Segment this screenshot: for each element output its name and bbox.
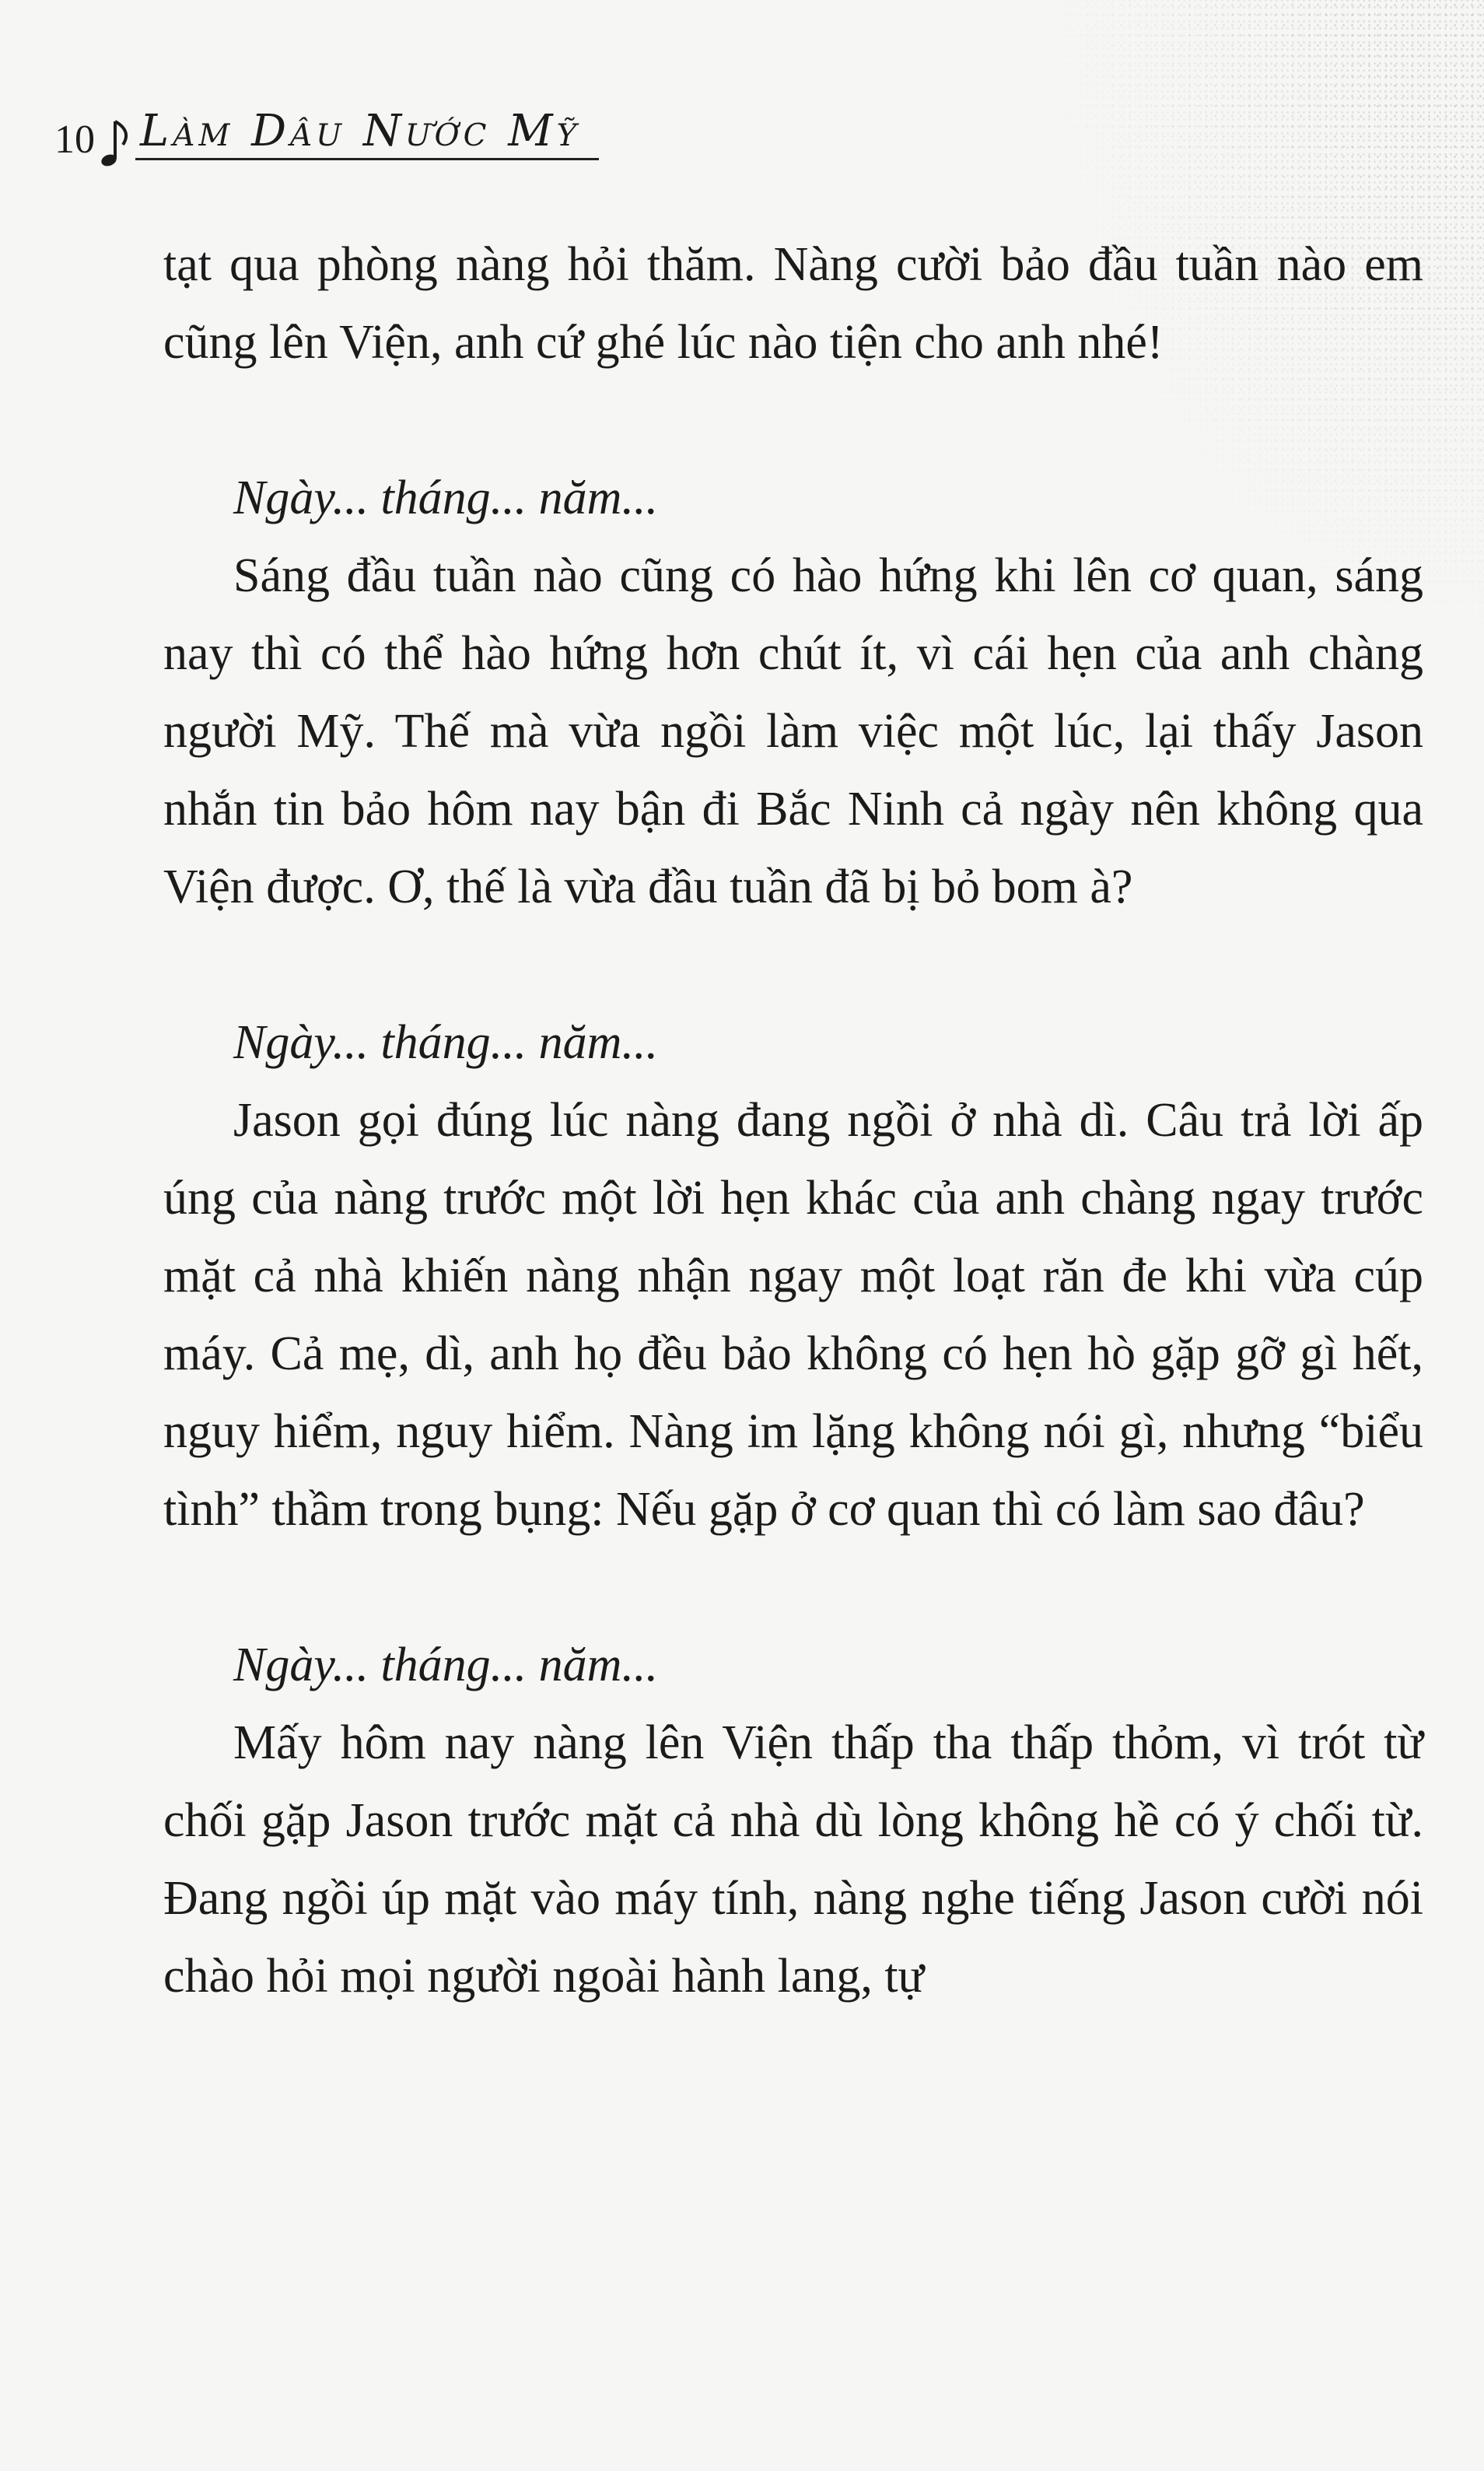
paragraph-continued: tạt qua phòng nàng hỏi thăm. Nàng cười bảo đầu tuần nào em cũng lên Viện, anh cứ ghé lúc nào tiện cho anh nhé! (163, 238, 1423, 369)
date-heading-2: Ngày... tháng... năm... (233, 1016, 658, 1069)
music-note-icon (100, 117, 131, 171)
paragraph-3: Mấy hôm nay nàng lên Viện thấp tha thấp thỏm, vì trót từ chối gặp Jason trước mặt cả nhà dù lòng không hề có ý chối từ. Đang ngồi úp mặt vào máy tính, nàng nghe tiếng Jason cười nói chào hỏi mọi người ngoài hành lang, tự (163, 1716, 1423, 2003)
date-heading-3: Ngày... tháng... năm... (233, 1639, 658, 1691)
date-heading-1: Ngày... tháng... năm... (233, 471, 658, 524)
page-number: 10 (54, 117, 95, 162)
paragraph-1: Sáng đầu tuần nào cũng có hào hứng khi lên cơ quan, sáng nay thì có thể hào hứng hơn chút ít, vì cái hẹn của anh chàng người Mỹ. Thế mà vừa ngồi làm việc một lúc, lại thấy Jason nhắn tin bảo hôm nay bận đi Bắc Ninh cả ngày nên không qua Viện được. Ơ, thế là vừa đầu tuần đã bị bỏ bom à? (163, 549, 1423, 913)
paragraph-2: Jason gọi đúng lúc nàng đang ngồi ở nhà dì. Câu trả lời ấp úng của nàng trước một lời hẹn khác của anh chàng ngay trước mặt cả nhà khiến nàng nhận ngay một loạt răn đe khi vừa cúp máy. Cả mẹ, dì, anh họ đều bảo không có hẹn hò gặp gỡ gì hết, nguy hiểm, nguy hiểm. Nàng im lặng không nói gì, nhưng “biểu tình” thầm trong bụng: Nếu gặp ở cơ quan thì có làm sao đâu? (163, 1094, 1423, 1536)
book-title: Làm Dâu Nước Mỹ (135, 109, 599, 160)
running-header (54, 106, 599, 162)
page-content (163, 226, 1423, 2015)
